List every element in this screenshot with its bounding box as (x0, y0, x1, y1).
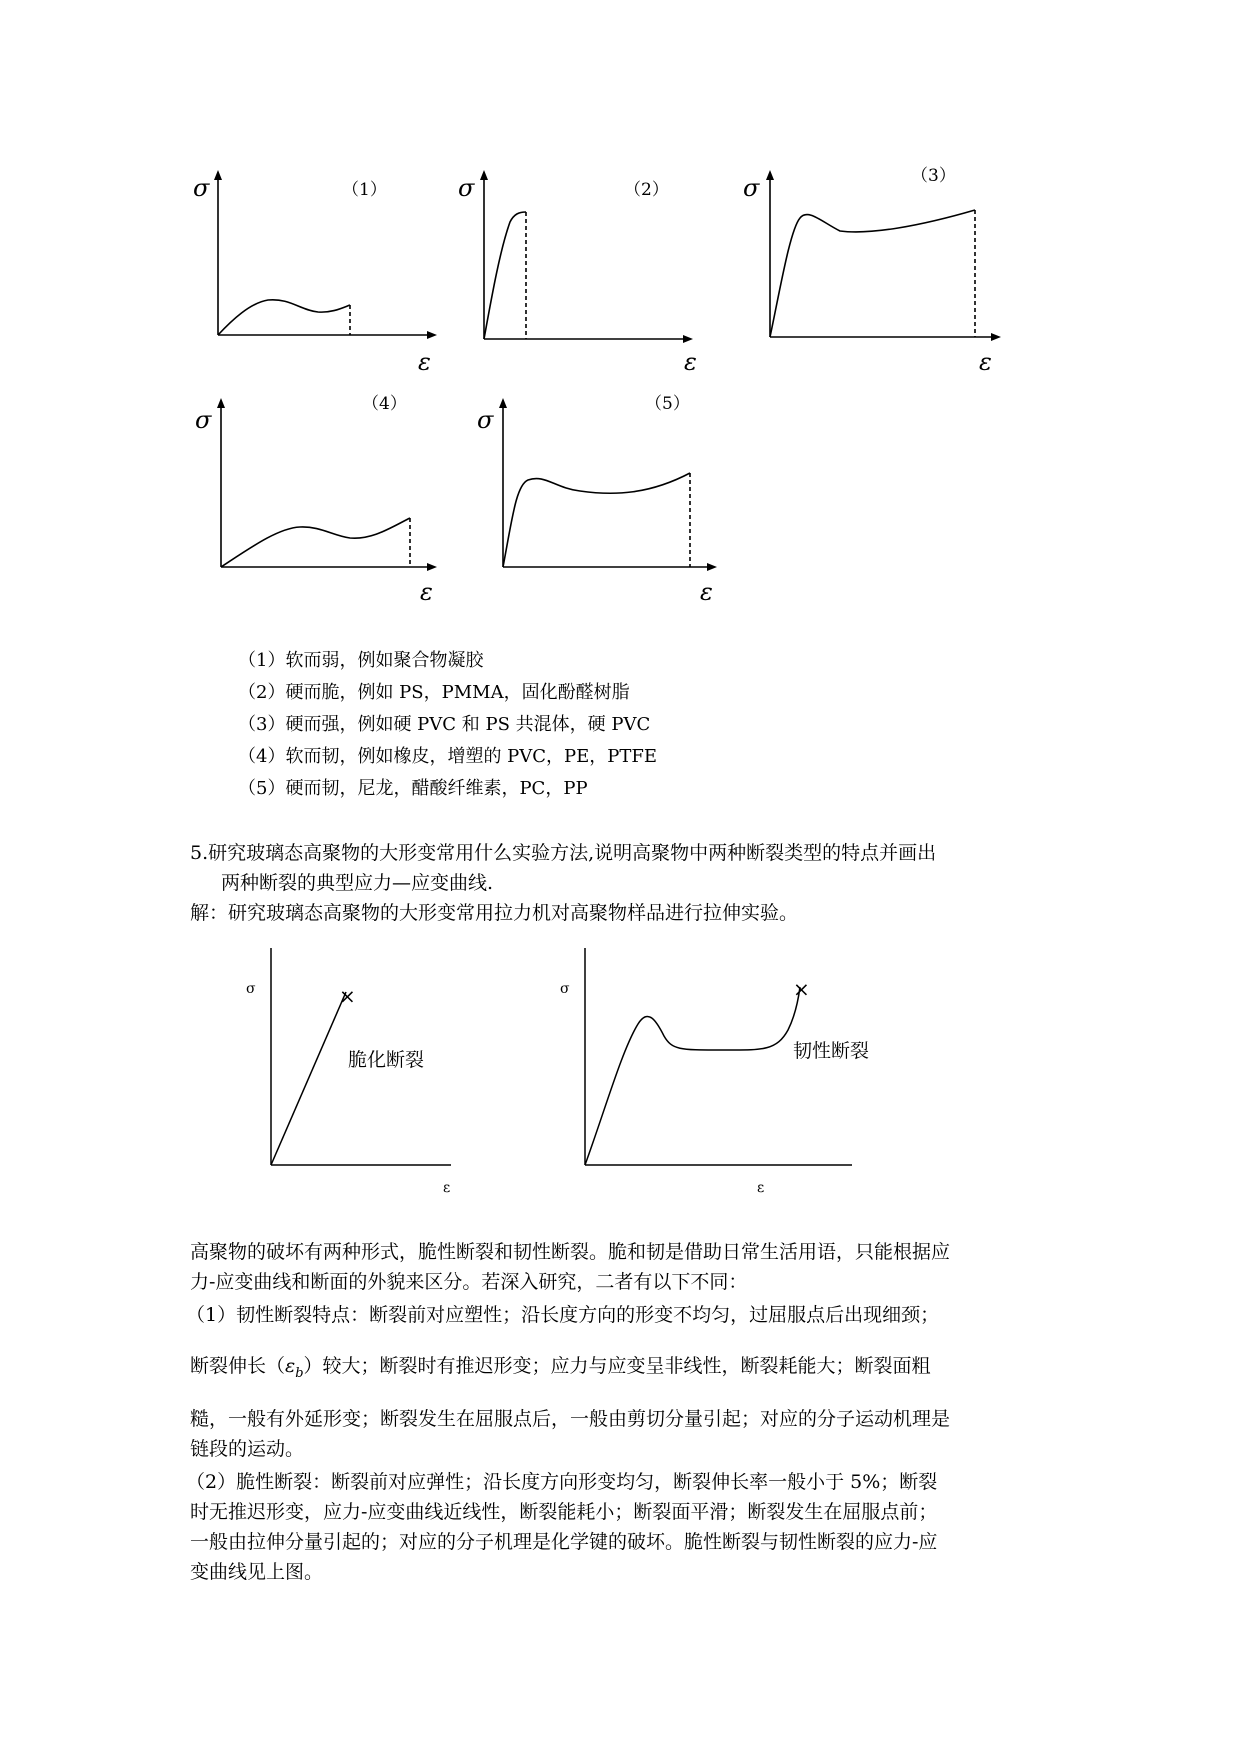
ductile-break-mark: × (793, 977, 810, 1001)
legend-line-1: （1）软而弱，例如聚合物凝胶 (238, 650, 484, 671)
brittle-curve (271, 992, 346, 1165)
paragraph-3-line-2: 时无推迟形变，应力-应变曲线近线性，断裂能耗小；断裂面平滑；断裂发生在屈服点前； (190, 1501, 938, 1523)
paragraph-2-line-4: 链段的运动。 (190, 1438, 305, 1460)
panel-5-epsilon: ε (700, 578, 713, 606)
paragraph-1-line-2: 力-应变曲线和断面的外貌来区分。若深入研究，二者有以下不同： (190, 1271, 748, 1293)
ductile-label: 韧性断裂 (793, 1040, 870, 1062)
panel-4 (221, 403, 432, 567)
panel-4-sigma: σ (195, 406, 212, 434)
panel-1-curve (218, 300, 350, 335)
paragraph-3-line-3: 一般由拉伸分量引起的；对应的分子机理是化学键的破坏。脆性断裂与韧性断裂的应力-应 (190, 1531, 938, 1553)
ductile-curve (585, 987, 800, 1165)
panel-4-epsilon: ε (420, 578, 433, 606)
panel-2-number: （2） (624, 180, 669, 200)
figure-stress-strain-types (0, 0, 1241, 620)
panel-1-number: （1） (342, 180, 387, 200)
brittle-epsilon: ε (443, 1180, 451, 1196)
paragraph-2-line-2 (190, 1351, 931, 1381)
ductile-epsilon: ε (757, 1180, 765, 1196)
panel-1-sigma: σ (193, 174, 210, 202)
panel-3-curve (770, 210, 975, 337)
brittle-sigma: σ (246, 981, 256, 997)
paragraph-2-line-3: 糙，一般有外延形变；断裂发生在屈服点后，一般由剪切分量引起；对应的分子运动机理是 (190, 1408, 951, 1430)
brittle-label: 脆化断裂 (348, 1049, 425, 1071)
paragraph-2-post: ）较大；断裂时有推迟形变；应力与应变呈非线性，断裂耗能大；断裂面粗 (303, 1355, 931, 1377)
panel-3-sigma: σ (743, 174, 760, 202)
question-line-1: 5.研究玻璃态高聚物的大形变常用什么实验方法,说明高聚物中两种断裂类型的特点并画出 (190, 842, 937, 864)
panel-3 (770, 175, 996, 337)
paragraph-3-line-4: 变曲线见上图。 (190, 1561, 324, 1583)
answer-line: 解：研究玻璃态高聚物的大形变常用拉力机对高聚物样品进行拉伸实验。 (190, 902, 799, 924)
ductile-sigma: σ (560, 981, 570, 997)
brittle-break-mark: × (339, 984, 356, 1008)
panel-2-sigma: σ (458, 174, 475, 202)
paragraph-3-line-1: （2）脆性断裂：断裂前对应弹性；沿长度方向形变均匀，断裂伸长率一般小于 5%；断裂 (186, 1471, 938, 1493)
panel-5 (503, 403, 712, 567)
paragraph-2-pre: 断裂伸长（ (190, 1355, 286, 1377)
panel-1-epsilon: ε (418, 348, 431, 376)
panel-5-sigma: σ (477, 406, 494, 434)
panel-5-number: （5） (645, 394, 690, 414)
panel-4-number: （4） (362, 394, 407, 414)
epsilon-symbol: ε (285, 1355, 296, 1377)
panel-5-curve (503, 473, 690, 567)
question-line-2: 两种断裂的典型应力—应变曲线. (221, 872, 494, 894)
panel-2-epsilon: ε (684, 348, 697, 376)
panel-1 (218, 175, 432, 335)
epsilon-subscript: b (295, 1365, 304, 1381)
panel-3-epsilon: ε (979, 348, 992, 376)
legend-line-3: （3）硬而强，例如硬 PVC 和 PS 共混体，硬 PVC (238, 714, 651, 735)
legend-line-2: （2）硬而脆，例如 PS，PMMA，固化酚醛树脂 (238, 682, 630, 703)
legend-line-4: （4）软而韧，例如橡皮，增塑的 PVC，PE，PTFE (238, 746, 658, 767)
panel-2-curve (484, 212, 526, 339)
panel-3-number: （3） (911, 166, 956, 186)
paragraph-2-line-1: （1）韧性断裂特点：断裂前对应塑性；沿长度方向的形变不均匀，过屈服点后出现细颈； (186, 1304, 940, 1326)
panel-4-curve (221, 518, 410, 567)
legend-line-5: （5）硬而韧，尼龙，醋酸纤维素，PC，PP (238, 778, 588, 799)
paragraph-1-line-1: 高聚物的破坏有两种形式，脆性断裂和韧性断裂。脆和韧是借助日常生活用语，只能根据应 (190, 1241, 951, 1263)
